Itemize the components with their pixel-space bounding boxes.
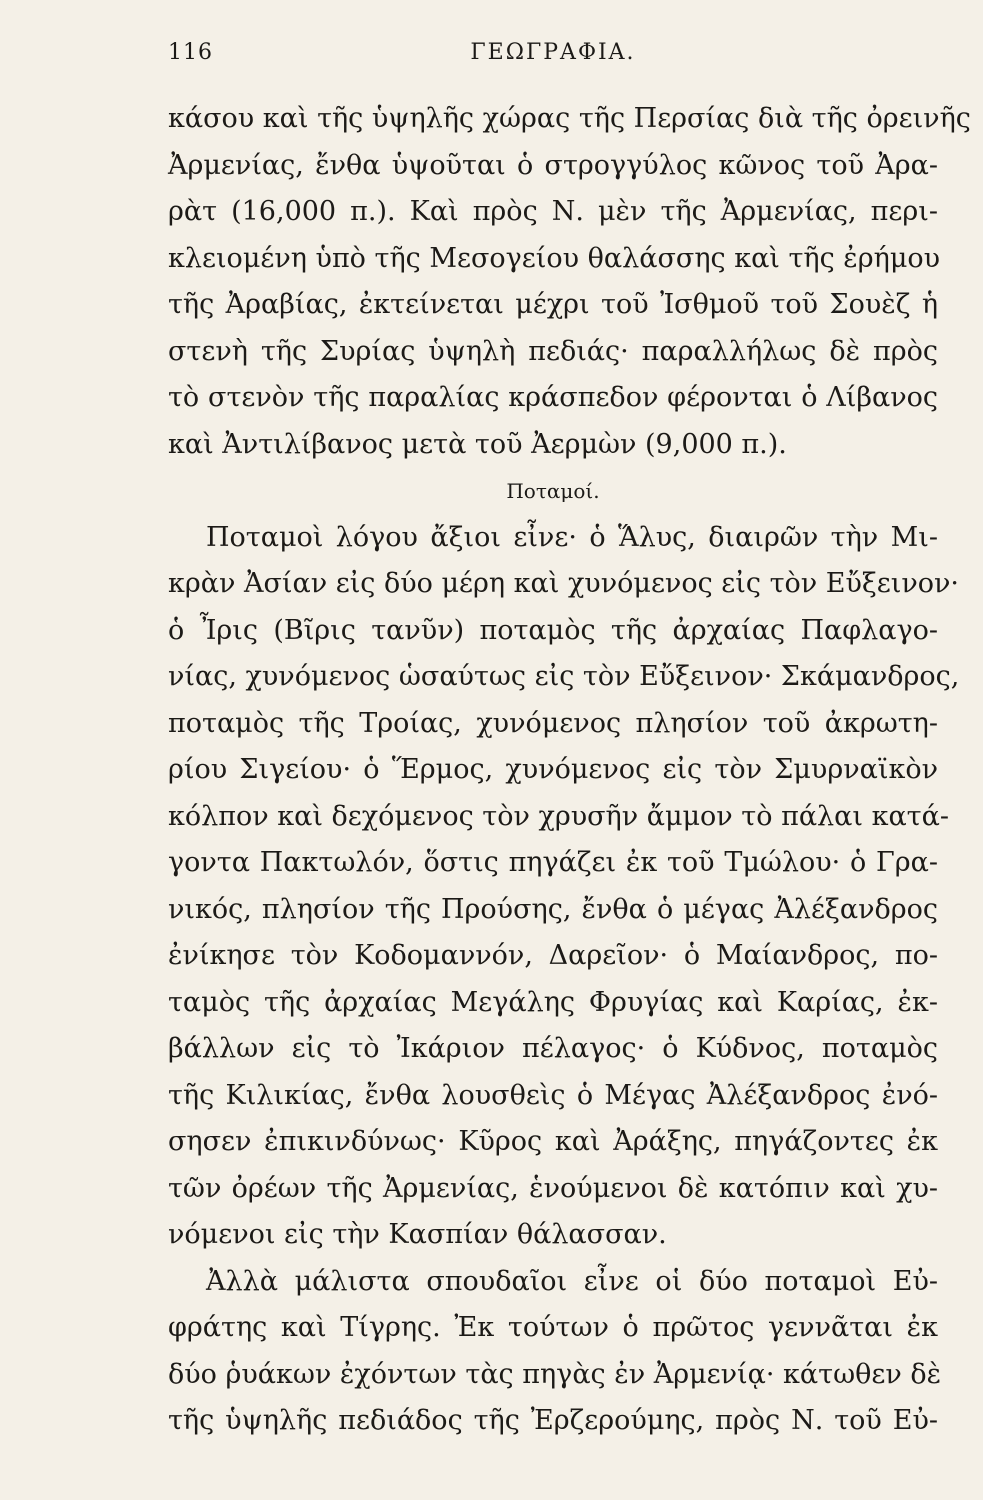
text-line: ρὰτ (16,000 π.). Καὶ πρὸς Ν. μὲν τῆς Ἀρμενίας, περι- — [168, 196, 938, 227]
text-line: τῆς Ἀραβίας, ἐκτείνεται μέχρι τοῦ Ἰσθμοῦ τοῦ Σουὲζ ἡ — [168, 289, 938, 320]
text-line: νίας, χυνόμενος ὡσαύτως εἰς τὸν Εὔξεινον· Σκάμανδρος, — [168, 661, 960, 692]
text-line: τῆς ὑψηλῆς πεδιάδος τῆς Ἐρζερούμης, πρὸς Ν. τοῦ Εὐ- — [168, 1405, 938, 1436]
text-line: τῶν ὀρέων τῆς Ἀρμενίας, ἑνούμενοι δὲ κατόπιν καὶ χυ- — [168, 1172, 938, 1204]
text-line: νόμενοι εἰς τὴν Κασπίαν θάλασσαν. — [168, 1219, 667, 1250]
text-line: ποταμὸς τῆς Τροίας, χυνόμενος πλησίον τοῦ ἀκρωτη- — [168, 707, 938, 739]
text-line: κλειομένη ὑπὸ τῆς Μεσογείου θαλάσσης καὶ τῆς ἐρήμου — [168, 242, 941, 274]
text-line: ταμὸς τῆς ἀρχαίας Μεγάλης Φρυγίας καὶ Καρίας, ἐκ- — [168, 986, 938, 1018]
text-line: νικός, πλησίον τῆς Προύσης, ἔνθα ὁ μέγας Ἀλέξανδρος — [168, 893, 938, 925]
body-text — [168, 96, 971, 1445]
page-header — [168, 40, 938, 80]
text-line: ρίου Σιγείου· ὁ Ἕρμος, χυνόμενος εἰς τὸν Σμυρναϊκὸν — [168, 754, 938, 785]
text-line: κόλπον καὶ δεχόμενος τὸν χρυσῆν ἄμμον τὸ πάλαι κατά- — [168, 800, 949, 832]
text-line: καὶ Ἀντιλίβανος μετὰ τοῦ Ἀερμὼν (9,000 π.). — [168, 428, 787, 460]
text-line: δύο ῥυάκων ἐχόντων τὰς πηγὰς ἐν Ἀρμενίᾳ· κάτωθεν δὲ — [168, 1358, 942, 1390]
text-line: κάσου καὶ τῆς ὑψηλῆς χώρας τῆς Περσίας διὰ τῆς ὀρεινῆς — [168, 103, 971, 134]
page-number: 116 — [168, 40, 213, 65]
section-sidenote: Ποταμοί. — [506, 479, 600, 503]
running-title: ΓΕΩΓΡΑΦΙΑ. — [470, 40, 636, 65]
text-line: φράτης καὶ Τίγρης. Ἐκ τούτων ὁ πρῶτος γεννᾶται ἐκ — [168, 1312, 938, 1343]
text-line: σησεν ἐπικινδύνως· Κῦρος καὶ Ἀράξης, πηγάζοντες ἐκ — [168, 1126, 938, 1157]
text-line: ὁ Ἶρις (Βῖρις τανῦν) ποταμὸς τῆς ἀρχαίας Παφλαγο- — [168, 614, 938, 646]
text-line: Ποταμοὶ λόγου ἄξιοι εἶνε· ὁ Ἅλυς, διαιρῶν τὴν Μι- — [206, 521, 938, 553]
text-line: Ἀλλὰ μάλιστα σπουδαῖοι εἶνε οἱ δύο ποταμοὶ Εὐ- — [206, 1265, 938, 1297]
text-line: τὸ στενὸν τῆς παραλίας κράσπεδον φέρονται ὁ Λίβανος — [168, 382, 938, 413]
text-line: ἐνίκησε τὸν Κοδομαννόν, Δαρεῖον· ὁ Μαίανδρος, πο- — [168, 940, 938, 971]
text-line: στενὴ τῆς Συρίας ὑψηλὴ πεδιάς· παραλλήλως δὲ πρὸς — [168, 335, 938, 367]
text-line: βάλλων εἰς τὸ Ἰκάριον πέλαγος· ὁ Κύδνος, ποταμὸς — [168, 1033, 938, 1064]
text-line: τῆς Κιλικίας, ἔνθα λουσθεὶς ὁ Μέγας Ἀλέξανδρος ἐνό- — [168, 1079, 938, 1111]
text-line: κρὰν Ἀσίαν εἰς δύο μέρη καὶ χυνόμενος εἰς τὸν Εὔξεινον· — [168, 568, 960, 599]
text-line: γοντα Πακτωλόν, ὅστις πηγάζει ἐκ τοῦ Τμώλου· ὁ Γρα- — [168, 847, 938, 878]
text-line: Ἀρμενίας, ἔνθα ὑψοῦται ὁ στρογγύλος κῶνος τοῦ Ἀρα- — [168, 149, 938, 181]
